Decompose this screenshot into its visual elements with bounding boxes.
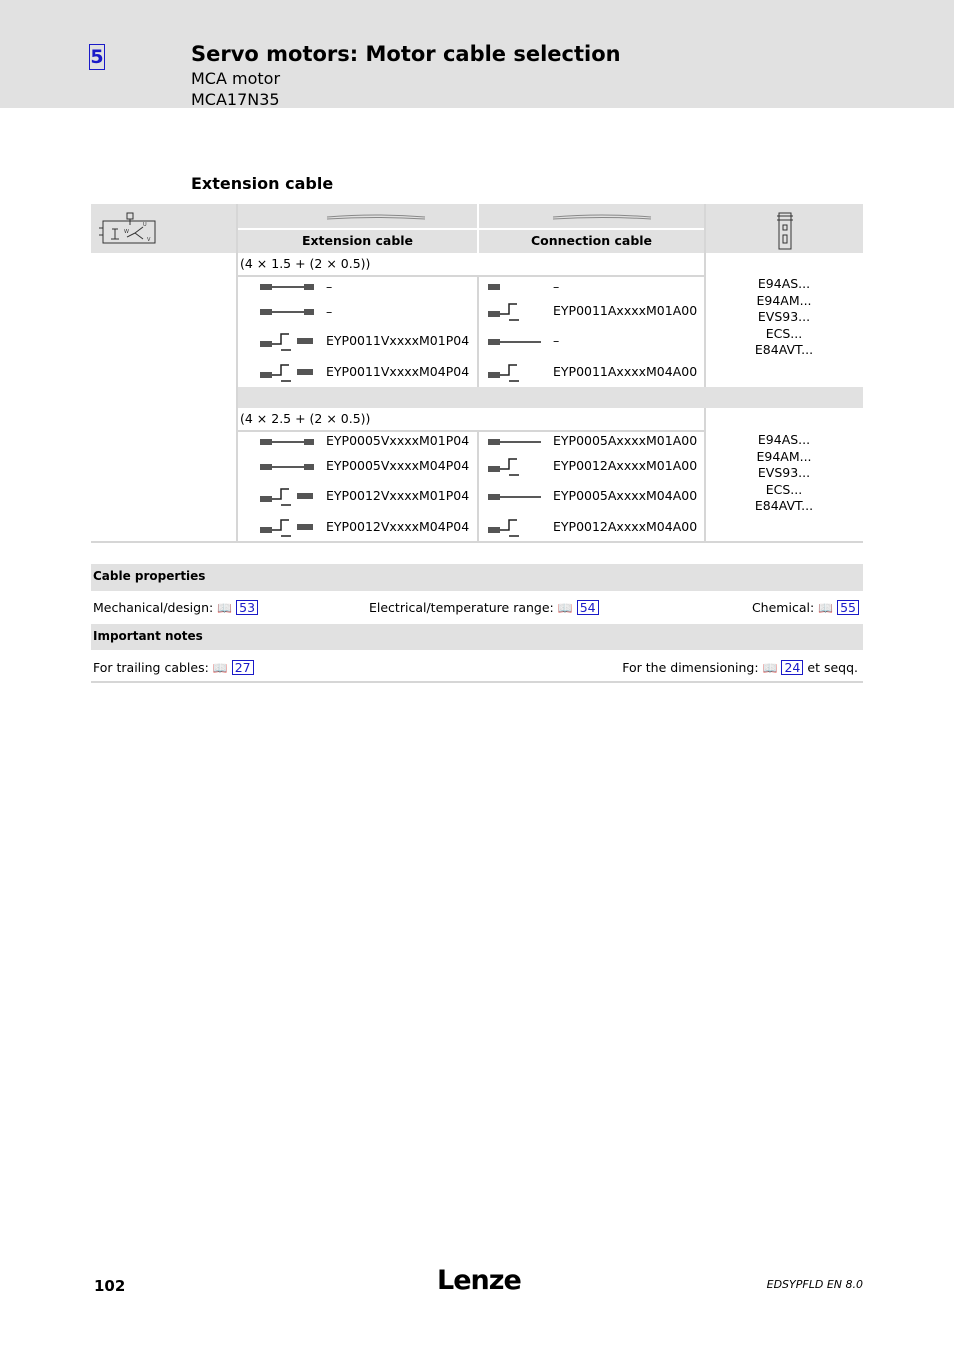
drive-item: E94AS...	[757, 276, 811, 291]
book-icon: 📖	[818, 601, 834, 615]
lenze-logo: Lenze	[437, 1265, 521, 1296]
group-separator	[238, 387, 863, 408]
cross-section-2: (4 × 2.5 + (2 × 0.5))	[240, 411, 371, 426]
con-cable-8: EYP0012AxxxxM04A00	[553, 519, 698, 534]
plug-cable-icon	[487, 336, 543, 348]
section-title: Extension cable	[191, 174, 334, 193]
column-divider	[477, 431, 479, 542]
extension-cable-icon-cell	[238, 204, 477, 228]
cross-section-1: (4 × 1.5 + (2 × 0.5))	[240, 256, 371, 271]
drive-item: EVS93...	[757, 309, 811, 324]
book-icon: 📖	[762, 661, 778, 675]
motor-header-cell	[91, 204, 236, 253]
ext-cable-1: –	[326, 279, 333, 294]
table-bottom-border	[91, 541, 863, 543]
drive-list-2	[705, 432, 863, 515]
drive-list-1	[705, 276, 863, 359]
con-cable-4: EYP0011AxxxxM04A00	[553, 364, 698, 379]
book-icon: 📖	[557, 601, 573, 615]
con-cable-3: –	[553, 333, 560, 348]
connection-cable-header: Connection cable	[479, 230, 704, 253]
drive-item: ECS...	[765, 325, 803, 341]
chapter-number[interactable]: 5	[90, 46, 104, 68]
plug-cable-plug-icon	[259, 281, 315, 293]
plug-chain-plug-icon	[259, 486, 315, 508]
dimensioning-page-link[interactable]: 24	[781, 660, 803, 675]
ext-cable-5: EYP0005VxxxxM01P04	[326, 433, 470, 448]
plug-cable-icon	[487, 436, 543, 448]
connection-cable-icon-cell	[479, 204, 704, 228]
important-notes-title: Important notes	[93, 629, 203, 643]
trailing-page-link[interactable]: 27	[232, 660, 254, 675]
ext-cable-4: EYP0011VxxxxM04P04	[326, 364, 470, 379]
svg-text:U: U	[143, 222, 147, 228]
page-subtitle-motor: MCA motor	[191, 69, 281, 88]
drive-item: E94AM...	[756, 292, 812, 308]
cable-properties-title: Cable properties	[93, 569, 206, 583]
plug-chain-icon	[487, 456, 543, 478]
plug-chain-icon	[487, 362, 543, 384]
page-subtitle-model: MCA17N35	[191, 90, 280, 109]
page-number: 102	[94, 1277, 126, 1295]
electrical-label: Electrical/temperature range:	[369, 600, 554, 615]
mechanical-label: Mechanical/design:	[93, 600, 214, 615]
drive-item: ECS...	[765, 481, 803, 497]
con-cable-6: EYP0012AxxxxM01A00	[553, 458, 698, 473]
drive-item: E94AM...	[756, 448, 812, 464]
important-notes-header	[91, 624, 863, 650]
drive-item: E94AS...	[757, 432, 811, 447]
notes-bottom-border	[91, 681, 863, 683]
plug-icon	[487, 281, 507, 293]
ext-cable-7: EYP0012VxxxxM01P04	[326, 488, 470, 503]
svg-text:W: W	[124, 229, 129, 235]
svg-text:V: V	[147, 237, 151, 243]
cable-icon	[552, 213, 652, 221]
plug-cable-plug-icon	[259, 306, 315, 318]
chemical-label: Chemical:	[751, 600, 815, 615]
column-divider	[236, 204, 238, 542]
plug-chain-icon	[487, 517, 543, 539]
dimensioning-ref	[622, 660, 858, 675]
page-title: Servo motors: Motor cable selection	[191, 42, 621, 66]
row-divider	[238, 430, 704, 432]
extension-cable-header: Extension cable	[238, 230, 477, 253]
cable-properties-header	[91, 564, 863, 591]
mechanical-page-link[interactable]: 53	[236, 600, 258, 615]
electrical-page-link[interactable]: 54	[577, 600, 599, 615]
plug-chain-plug-icon	[259, 331, 315, 353]
plug-cable-plug-icon	[259, 436, 315, 448]
con-cable-1: –	[553, 279, 560, 294]
row-divider	[238, 275, 704, 277]
plug-cable-plug-icon	[259, 461, 315, 473]
ext-cable-6: EYP0005VxxxxM04P04	[326, 458, 470, 473]
con-cable-5: EYP0005AxxxxM01A00	[553, 433, 698, 448]
motor-icon	[99, 211, 159, 247]
drive-item: E84AVT...	[754, 342, 814, 357]
mechanical-ref	[93, 600, 258, 615]
cable-icon	[326, 213, 426, 221]
drive-item: EVS93...	[757, 465, 811, 480]
plug-chain-icon	[487, 301, 543, 323]
drive-header-cell	[706, 204, 863, 253]
drive-item: E84AVT...	[754, 498, 814, 513]
con-cable-7: EYP0005AxxxxM04A00	[553, 488, 698, 503]
trailing-label: For trailing cables:	[93, 660, 209, 675]
book-icon: 📖	[212, 661, 228, 675]
plug-chain-plug-icon	[259, 362, 315, 384]
dimensioning-suffix: et seqq.	[807, 660, 858, 675]
drive-controller-icon	[777, 211, 793, 251]
trailing-ref	[93, 660, 254, 675]
chemical-page-link[interactable]: 55	[837, 600, 859, 615]
ext-cable-8: EYP0012VxxxxM04P04	[326, 519, 470, 534]
dimensioning-label: For the dimensioning:	[622, 660, 759, 675]
plug-chain-plug-icon	[259, 517, 315, 539]
column-divider	[477, 276, 479, 387]
electrical-ref	[369, 600, 599, 615]
ext-cable-3: EYP0011VxxxxM01P04	[326, 333, 470, 348]
plug-cable-icon	[487, 491, 543, 503]
document-id: EDSYPFLD EN 8.0	[766, 1278, 863, 1291]
ext-cable-2: –	[326, 304, 333, 319]
book-icon: 📖	[217, 601, 233, 615]
chemical-ref	[752, 600, 859, 615]
con-cable-2: EYP0011AxxxxM01A00	[553, 303, 698, 318]
